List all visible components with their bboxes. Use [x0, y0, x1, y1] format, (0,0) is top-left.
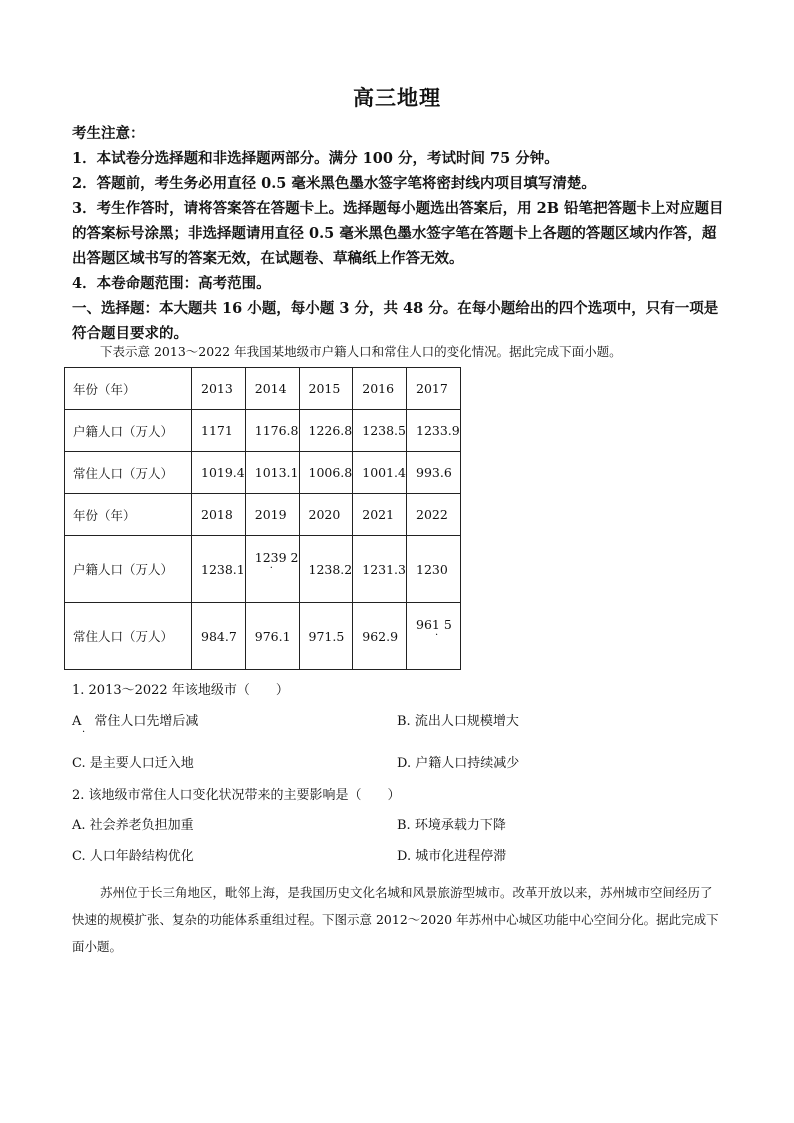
note-item-2: 2．答题前，考生务必用直径 0.5 毫米黑色墨水签字笔将密封线内项目填写清楚。: [72, 175, 596, 192]
table-cell: 976.1: [245, 603, 299, 670]
table-cell: [245, 536, 299, 603]
question-1-option-d: D. 户籍人口持续减少: [397, 756, 520, 771]
note-item-1: 1．本试卷分选择题和非选择题两部分。满分 100 分，考试时间 75 分钟。: [72, 150, 559, 167]
question-1-option-a: A 常住人口先增后减: [72, 714, 199, 729]
table-row: [65, 410, 461, 452]
note-item-4: 4．本卷命题范围：高考范围。: [72, 275, 271, 292]
question-2-option-d: D. 城市化进程停滞: [397, 849, 507, 864]
table-cell: 993.6: [407, 452, 461, 494]
table-cell: 962.9: [353, 603, 407, 670]
question-1-option-c: C. 是主要人口迁入地: [72, 756, 194, 771]
question-1-option-b: B. 流出人口规模增大: [397, 714, 519, 729]
question-2-option-a: A. 社会养老负担加重: [72, 818, 194, 833]
table-cell: 1231.3: [353, 536, 407, 603]
table-cell: 1001.4: [353, 452, 407, 494]
table-cell: 1238.2: [299, 536, 353, 603]
table-cell: 2019: [245, 494, 299, 536]
table-cell: 1176.8: [245, 410, 299, 452]
table-cell: 1230: [407, 536, 461, 603]
table-cell: 1233.9: [407, 410, 461, 452]
table-cell: 年份（年）: [65, 368, 192, 410]
table-cell-text: 1239 2: [254, 550, 299, 565]
stray-dot: ·: [82, 727, 86, 738]
table-cell: 户籍人口（万人）: [65, 410, 192, 452]
table-row: [65, 536, 461, 603]
table-cell: 2016: [353, 368, 407, 410]
stray-dot: ·: [269, 563, 273, 574]
table-cell: 1006.8: [299, 452, 353, 494]
question-2-option-b: B. 环境承载力下降: [397, 818, 506, 833]
suzhou-paragraph: 苏州位于长三角地区，毗邻上海，是我国历史文化名城和风景旅游型城市。改革开放以来，苏州城市空间经历了快速的规模扩张、复杂的功能体系重组过程。下图示意 2012～2020 年苏州中心城区功能中心空间分化。据此完成下面小题。: [72, 885, 719, 954]
table-cell: 1171: [192, 410, 246, 452]
page-title: 高三地理: [353, 85, 441, 110]
table-cell: 1238.5: [353, 410, 407, 452]
table-row: [65, 452, 461, 494]
table-cell: 1019.4: [192, 452, 246, 494]
question-2-option-c: C. 人口年龄结构优化: [72, 849, 194, 864]
table-cell: 984.7: [192, 603, 246, 670]
table-cell: 常住人口（万人）: [65, 603, 192, 670]
note-item-3: 3．考生作答时，请将答案答在答题卡上。选择题每小题选出答案后，用 2B 铅笔把答题卡上对应题目的答案标号涂黑；非选择题请用直径 0.5 毫米黑色墨水签字笔在答题卡上各题的答题区域内作答，超出答题区域书写的答案无效，在试题卷、草稿纸上作答无效。: [72, 200, 724, 267]
table-cell: 2022: [407, 494, 461, 536]
table-cell: 年份（年）: [65, 494, 192, 536]
stray-dot: ·: [435, 630, 439, 641]
table-intro: 下表示意 2013～2022 年我国某地级市户籍人口和常住人口的变化情况。据此完成下面小题。: [100, 344, 622, 359]
section-heading: 一、选择题：本大题共 16 小题，每小题 3 分，共 48 分。在每小题给出的四个选项中，只有一项是符合题目要求的。: [72, 300, 719, 342]
question-2-stem: 2. 该地级市常住人口变化状况带来的主要影响是（ ）: [72, 788, 401, 803]
table-cell: [407, 603, 461, 670]
table-cell: 1226.8: [299, 410, 353, 452]
table-cell: 2017: [407, 368, 461, 410]
table-cell: 1238.1: [192, 536, 246, 603]
table-cell: 2020: [299, 494, 353, 536]
table-cell: 2018: [192, 494, 246, 536]
table-cell-text: 961 5: [416, 617, 452, 632]
table-row: [65, 368, 461, 410]
table-row: [65, 603, 461, 670]
table-cell: 971.5: [299, 603, 353, 670]
table-row: [65, 494, 461, 536]
notes-heading: 考生注意：: [72, 125, 145, 142]
population-table: [64, 367, 461, 670]
table-cell: 2013: [192, 368, 246, 410]
table-cell: 常住人口（万人）: [65, 452, 192, 494]
table-cell: 2014: [245, 368, 299, 410]
question-1-stem: 1. 2013～2022 年该地级市（ ）: [72, 683, 289, 698]
table-cell: 1013.1: [245, 452, 299, 494]
exam-notes: [72, 121, 724, 346]
table-cell: 2021: [353, 494, 407, 536]
table-cell: 2015: [299, 368, 353, 410]
table-cell: 户籍人口（万人）: [65, 536, 192, 603]
